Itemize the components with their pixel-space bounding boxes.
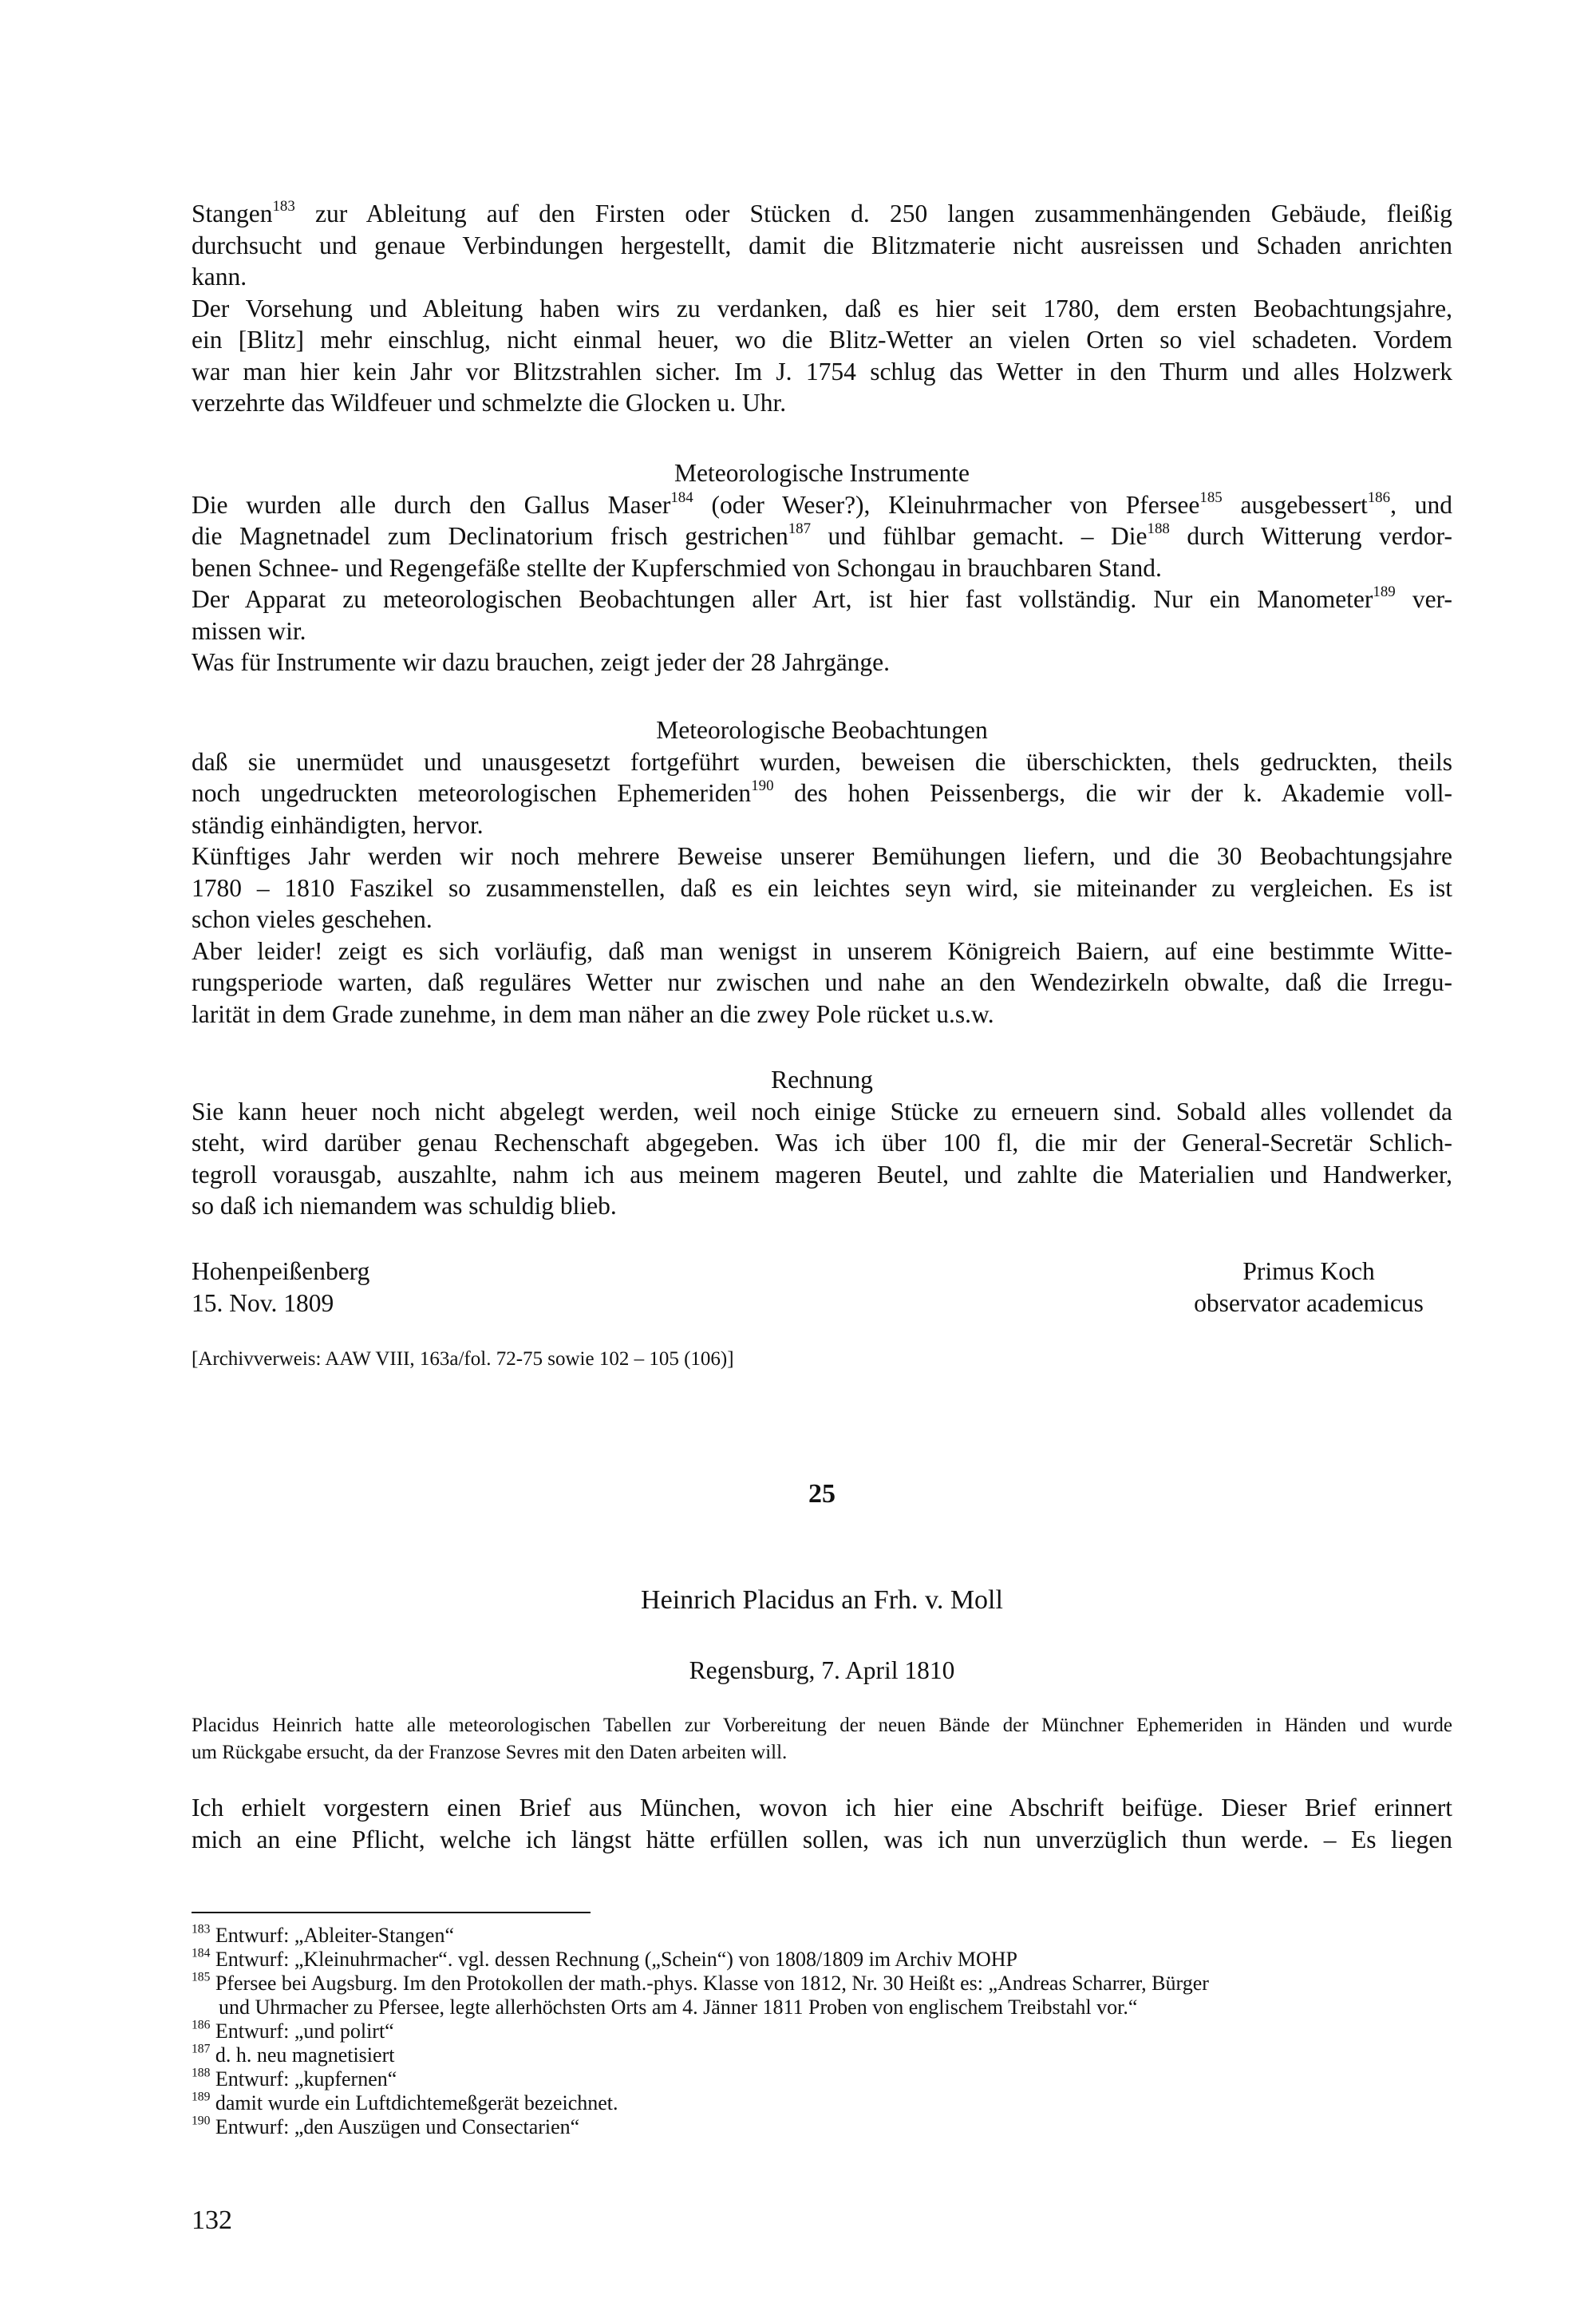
footnote: $^{186}$ Entwurf: „und polirt“ [192, 2018, 394, 2043]
summary-line: um Rückgabe ersucht, da der Franzose Sevres mit den Daten arbeiten will. [192, 1742, 788, 1763]
footnote-number: 187 [192, 2042, 211, 2056]
signature-date: 15. Nov. 1809 [192, 1288, 334, 1317]
text-line: Der Apparat zu meteorologischen Beobachtungen aller Art, ist hier fast vollständig. Nur ein Manometer$^{189}$ ver- [192, 583, 1452, 613]
text-line: Sie kann heuer noch nicht abgelegt werden, weil noch einige Stücke zu erneuern sind. Sobald alles vollendet da [192, 1097, 1452, 1125]
footnote-number: 183 [192, 1922, 211, 1936]
summary-line: Placidus Heinrich hatte alle meteorologischen Tabellen zur Vorbereitung der neuen Bände der Münchner Ephemeriden in Händen und wurde [192, 1715, 1452, 1736]
footnote-number: 188 [192, 2066, 211, 2080]
footnote-ref[interactable]: 186 [1367, 489, 1391, 506]
text-line: kann. [192, 263, 247, 291]
text-line: schon vieles geschehen. [192, 905, 433, 933]
footnote-number: 184 [192, 1946, 211, 1960]
text-line: 1780 – 1810 Faszikel so zusammenstellen, daß es ein leichtes seyn wird, sie miteinander zu vergleichen. Es ist [192, 873, 1452, 902]
text-line: verzehrte das Wildfeuer und schmelzte die Glocken u. Uhr. [192, 389, 787, 417]
footnote-number: 190 [192, 2114, 211, 2128]
footnote: $^{190}$ Entwurf: „den Auszügen und Consectarien“ [192, 2114, 580, 2138]
text-line: so daß ich niemandem was schuldig blieb. [192, 1192, 617, 1220]
text-line: Stangen$^{183}$ zur Ableitung auf den Firsten oder Stücken d. 250 langen zusammenhängenden Gebäude, fleißig [192, 197, 1452, 227]
rechnung-section [192, 1064, 1452, 1222]
text-line: die Magnetnadel zum Declinatorium frisch gestrichen$^{187}$ und fühlbar gemacht. – Die$^{188}$ durch Witterung verdor- [192, 520, 1453, 550]
text-line: durchsucht und genaue Verbindungen hergestellt, damit die Blitzmaterie nicht ausreissen und Schaden anrichten [192, 231, 1452, 259]
footnote-ref[interactable]: 190 [751, 777, 774, 794]
footnote-number: 186 [192, 2018, 211, 2032]
footnote-ref[interactable]: 183 [272, 197, 295, 215]
letter-title-block [192, 1584, 1452, 1616]
footnotes [192, 1924, 1452, 2139]
text-line: tegroll vorausgab, auszahlte, nahm ich aus meinem mageren Beutel, und zahlte die Materialien und Handwerker, [192, 1160, 1452, 1189]
letter-place-date: Regensburg, 7. April 1810 [689, 1656, 955, 1684]
text-line: Aber leider! zeigt es sich vorläufig, daß man wenigst in unserem Königreich Baiern, auf eine bestimmte Witte- [192, 936, 1452, 965]
footnote-ref[interactable]: 189 [1373, 583, 1396, 600]
text-line: rungsperiode warten, daß reguläres Wetter nur zwischen und nahe an den Wendezirkeln obwalte, daß die Irregu- [192, 968, 1452, 996]
footnote: $^{183}$ Entwurf: „Ableiter-Stangen“ [192, 1922, 454, 1947]
instruments-section [192, 457, 1452, 678]
signature-name: Primus Koch [1242, 1257, 1375, 1285]
text-line: Der Vorsehung und Ableitung haben wirs zu verdanken, daß es hier seit 1780, dem ersten Beobachtungsjahre, [192, 294, 1452, 322]
observations-section [192, 714, 1452, 1030]
footnote: $^{187}$ d. h. neu magnetisiert [192, 2042, 395, 2067]
letter-number: 25 [808, 1479, 836, 1509]
footnote-ref[interactable]: 187 [788, 520, 812, 537]
text-line: mich an eine Pflicht, welche ich längst hätte erfüllen sollen, was ich nun unverzüglich thun werde. – Es liegen [192, 1825, 1452, 1853]
footnote-ref[interactable]: 185 [1199, 489, 1223, 506]
text-line: Die wurden alle durch den Gallus Maser$^{184}$ (oder Weser?), Kleinuhrmacher von Pfersee$^{185}$ ausgebessert$^{186}$, und [192, 489, 1452, 519]
text-line: larität in dem Grade zunehme, in dem man näher an die zwey Pole rücket u.s.w. [192, 999, 994, 1028]
signature-place-date [192, 1256, 750, 1319]
text-line: Ich erhielt vorgestern einen Brief aus München, wovon ich hier eine Abschrift beifüge. Dieser Brief erinnert [192, 1794, 1452, 1822]
text-line: war man hier kein Jahr vor Blitzstrahlen sicher. Im J. 1754 schlug das Wetter in den Thurm und alles Holzwerk [192, 357, 1452, 386]
footnote: $^{189}$ damit wurde ein Luftdichtemeßgerät bezeichnet. [192, 2090, 618, 2114]
letter-header [192, 1478, 1452, 1510]
text-line: missen wir. [192, 616, 306, 645]
section-heading: Meteorologische Instrumente [674, 459, 970, 487]
footnote-continuation: und Uhrmacher zu Pfersee, legte allerhöchsten Orts am 4. Jänner 1811 Proben von englischem Treibstahl vor.“ [219, 1996, 1138, 2019]
text-line: ständig einhändigten, hervor. [192, 810, 484, 839]
footnote-separator [192, 1912, 591, 1913]
signature-place: Hohenpeißenberg [192, 1257, 370, 1285]
footnote-number: 185 [192, 1970, 211, 1984]
archive-reference [192, 1346, 1452, 1373]
signature-author [1149, 1256, 1468, 1319]
footnote: $^{184}$ Entwurf: „Kleinuhrmacher“. vgl. dessen Rechnung („Schein“) von 1808/1809 im Archiv MOHP [192, 1946, 1018, 1971]
section-heading: Meteorologische Beobachtungen [656, 716, 988, 744]
text-line: Was für Instrumente wir dazu brauchen, zeigt jeder der 28 Jahrgänge. [192, 648, 891, 676]
letter-summary [192, 1712, 1452, 1766]
intro-section [192, 198, 1452, 419]
text-line: ein [Blitz] mehr einschlug, nicht einmal heuer, wo die Blitz-Wetter an vielen Orten so viel schadeten. Vordem [192, 326, 1452, 354]
footnote-ref[interactable]: 188 [1147, 520, 1170, 537]
footnote-ref[interactable]: 184 [670, 489, 693, 506]
section-heading: Rechnung [771, 1066, 873, 1094]
text-line: benen Schnee- und Regengefäße stellte der Kupferschmied von Schongau in brauchbaren Stand. [192, 553, 1162, 582]
text-line: steht, wird darüber genau Rechenschaft abgegeben. Was ich über 100 fl, die mir der General-Secretär Schlich- [192, 1129, 1452, 1157]
text-line: noch ungedruckten meteorologischen Ephemeriden$^{190}$ des hohen Peissenbergs, die wir der k. Akademie voll- [192, 777, 1453, 807]
signature-title: observator academicus [1194, 1288, 1424, 1317]
letter-body [192, 1792, 1452, 1855]
letter-title: Heinrich Placidus an Frh. v. Moll [641, 1585, 1003, 1615]
footnote: $^{185}$ Pfersee bei Augsburg. Im den Protokollen der math.-phys. Klasse von 1812, Nr. 30 Heißt es: „Andreas Scharrer, Bürger [192, 1970, 1209, 1995]
archive-reference-text: [Archivverweis: AAW VIII, 163a/fol. 72-75 sowie 102 – 105 (106)] [192, 1348, 734, 1370]
footnote: $^{188}$ Entwurf: „kupfernen“ [192, 2066, 397, 2091]
page-number: 132 [192, 2205, 232, 2235]
text-line: daß sie unermüdet und unausgesetzt fortgeführt wurden, beweisen die überschickten, thels gedruckten, theils [192, 747, 1452, 776]
letter-place-date-block [192, 1655, 1452, 1687]
footnote-number: 189 [192, 2090, 211, 2104]
text-line: Künftiges Jahr werden wir noch mehrere Beweise unserer Bemühungen liefern, und die 30 Beobachtungsjahre [192, 842, 1452, 870]
page-number-block [192, 2205, 431, 2237]
